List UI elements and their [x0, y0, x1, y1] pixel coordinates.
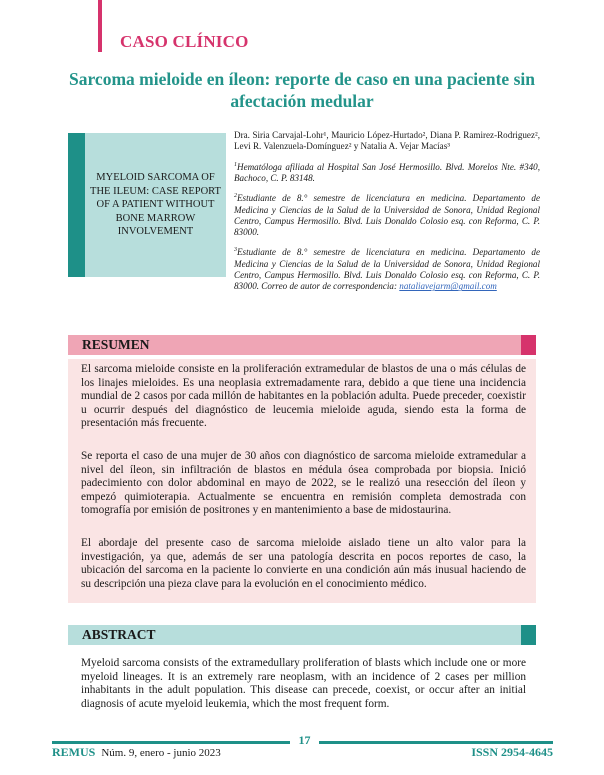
resumen-paragraph-1 [81, 363, 526, 431]
section-accent-bar [98, 0, 102, 52]
resumen-accent [521, 335, 536, 355]
page-number: 17 [298, 733, 311, 747]
abstract-paragraph-1 [81, 657, 526, 711]
corresponding-email-link[interactable]: nataliavejarm@gmail.com [399, 281, 497, 292]
abstract-paragraph-1-text: Myeloid sarcoma consists of the extramedullary proliferation of blasts which include one or more myeloid lineages. It is an extremely rare neoplasm, with an incidence of 2 cases per million inhabitants in the adult population. This disease can precede, coexist, or occur after an initial diagnosis of acute myeloid leukemia, which the most frequent form. [81, 657, 526, 710]
abstract-header [68, 625, 536, 645]
english-title: MYELOID SARCOMA OF THE ILEUM: CASE REPORT OF A PATIENT WITHOUT BONE MARROW INVOLVEMENT [90, 172, 221, 238]
resumen-header [68, 335, 536, 355]
affiliation-1-sup: 1 [234, 161, 237, 168]
footer-journal-info [52, 745, 221, 760]
english-title-box [68, 133, 226, 277]
affiliation-1 [234, 160, 540, 185]
resumen-paragraph-1-text: El sarcoma mieloide consiste en la proliferación extramedular de blastos de una o más células de los linajes mieloides. Es una neoplasia extremadamente rara, debido a que tiene una incidencia mundial de 2 casos por cada millón de habitantes en la población adulta. Puede preceder, coexistir u ocurrir después del diagnóstico de leucemia mieloide aguda, siendo esta la forma de presentación más frecuente. [81, 363, 526, 430]
section-label: CASO CLÍNICO [120, 32, 249, 51]
affiliation-3 [234, 245, 540, 292]
affiliation-2 [234, 191, 540, 238]
resumen-paragraph-2 [81, 450, 526, 518]
affiliation-2-text: Estudiante de 8.° semestre de licenciatura en medicina. Departamento de Medicina y Ciencias de la Salud de la Universidad de Sonora, Unidad Regional Centro, Campus Hermosillo. Blvd. Luis Donaldo Colosio esq. con Reforma, C. P. 83000. [234, 193, 540, 238]
affiliation-2-sup: 2 [234, 193, 237, 200]
resumen-paragraph-3-text: El abordaje del presente caso de sarcoma mieloide aislado tiene un alto valor para la investigación, ya que, además de ser una patología descrita en pocos reportes de caso, la ubicación del sarcoma en la paciente lo convierte en una condición aún más inusual haciendo de su descripción una pieza clave para la evolución en el conocimiento médico. [81, 537, 526, 590]
article-title: Sarcoma mieloide en íleon: reporte de caso en una paciente sin afectación medular [69, 69, 535, 111]
abstract-heading: ABSTRACT [68, 625, 521, 645]
issn: ISSN 2954-4645 [471, 745, 553, 759]
footer-rule-left [52, 741, 290, 744]
journal-name: REMUS [52, 745, 96, 759]
abstract-accent [521, 625, 536, 645]
author-list: Dra. Siria Carvajal-Lohr¹, Mauricio López-Hurtado², Diana P. Ramirez-Rodriguez², Levi R. Valenzuela-Domínguez² y Natalia A. Vejar Macías³ [234, 130, 540, 152]
issue-info: Núm. 9, enero - junio 2023 [101, 747, 221, 759]
authors-block [234, 130, 540, 300]
affiliation-1-text: Hematóloga afiliada al Hospital San José Hermosillo. Blvd. Morelos Nte. #340, Bachoco, C. P. 83148. [234, 161, 540, 183]
english-title-stripe [68, 133, 85, 277]
resumen-paragraph-2-text: Se reporta el caso de una mujer de 30 años con diagnóstico de sarcoma mieloide extramedular a nivel del íleon, sin infiltración de blastos en médula ósea comprobada por biopsia. Inició padecimiento con dolor abdominal en mayo de 2022, se le realizó una resección del íleon y empezó quimioterapia. Actualmente se encuentra en remisión completa demostrada con tomografía por emisión de positrones y en mantenimiento a base de midostaurina. [81, 450, 526, 517]
affiliation-3-text: Estudiante de 8.° semestre de licenciatura en medicina. Departamento de Medicina y Ciencias de la Salud de la Universidad de Sonora, Unidad Regional Centro, Campus Hermosillo. Blvd. Luis Donaldo Colosio esq. con Reforma, C. P. 83000. Correo de autor de correspondencia: [234, 247, 540, 292]
resumen-paragraph-3 [81, 537, 526, 591]
resumen-heading: RESUMEN [68, 335, 521, 355]
footer-rule-right [319, 741, 553, 744]
affiliation-3-sup: 3 [234, 247, 237, 254]
